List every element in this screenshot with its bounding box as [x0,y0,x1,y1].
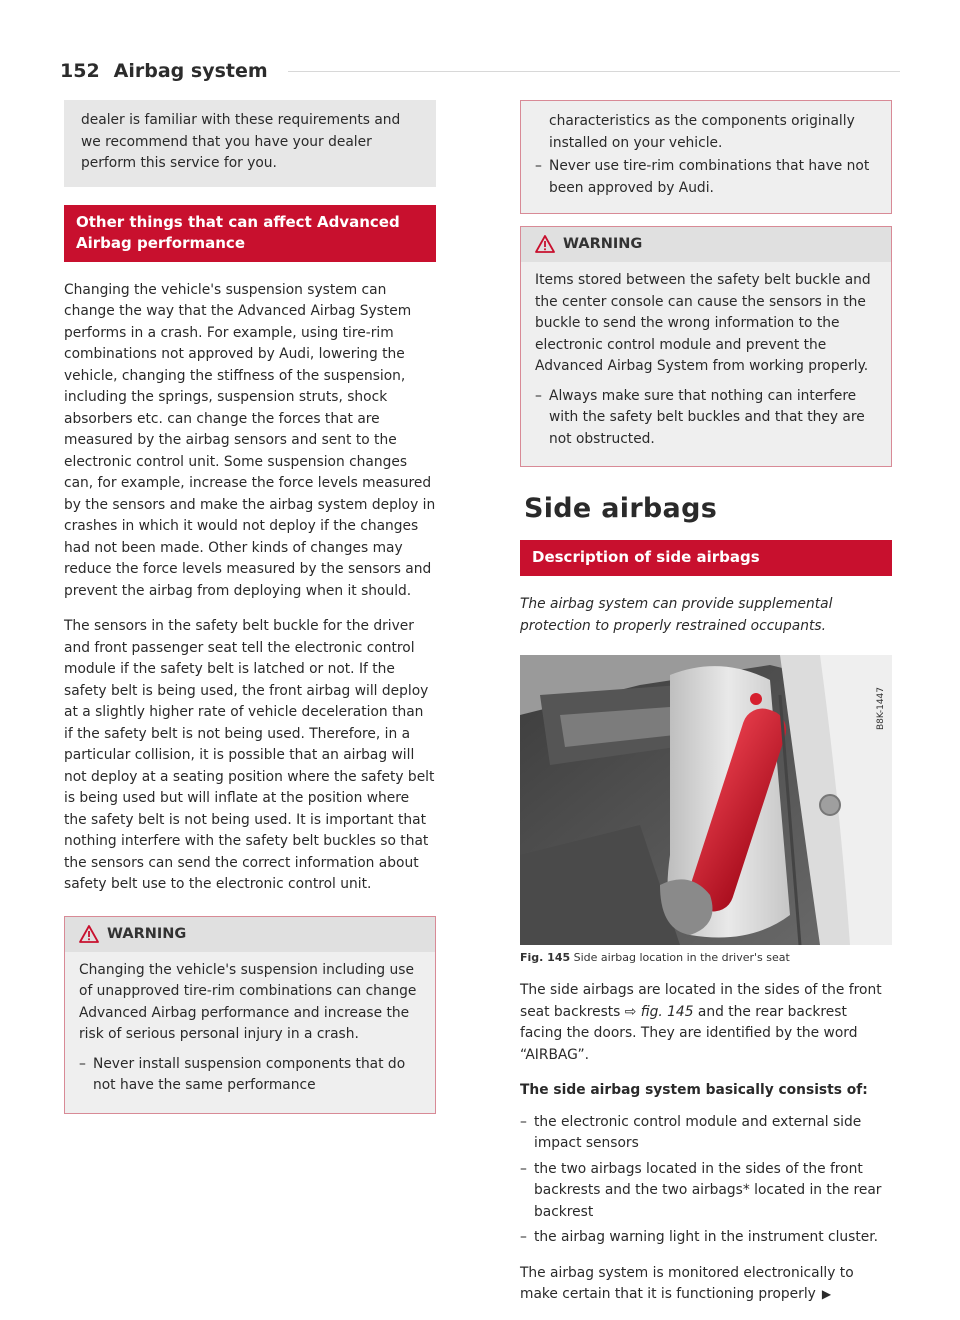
warning-bullet: – Always make sure that nothing can interfere with the safety belt buckles and that they are not obstructed. [535,386,877,451]
intro-italic: The airbag system can provide supplemental protection to properly restrained occupants. [520,596,833,634]
belt-sensor-paragraph: The sensors in the safety belt buckle for the driver and front passenger seat tell the electronic control module if the safety belt is latched or not. If the safety belt is being used, the front airbag will deploy at a slightly higher rate of vehicle deceleration than if the safety belt is not being used. Therefore, in a particular collision, it is possible that an airbag will not deploy at a seating position where the safety belt is being used but will inflate at the position where the safety belt is not being used. It is important that nothing interfere with the safety belt buckles so that the sensors can send the correct information about safety belt use to the electronic control unit. [64,618,435,892]
side-airbag-location-paragraph [520,980,892,1066]
warning-triangle-icon [535,235,555,253]
monitoring-paragraph [520,1263,892,1306]
figure-code: B8K-1447 [876,687,886,731]
list-item: – the electronic control module and external side impact sensors [520,1112,892,1155]
continued-note-text: dealer is familiar with these requirements and we recommend that you have your dealer perform this service for you. [81,112,401,171]
warning-title-text: WARNING [563,236,643,252]
figure-image [520,655,892,945]
left-column [64,100,436,1132]
warning-box-belt-buckle [520,226,892,467]
warning-title [65,917,435,952]
header-rule [288,70,900,72]
warning-body [65,952,435,1113]
heading-side-airbags: Side airbags [524,493,718,524]
warning-bullet: – Never install suspension components that do not have the same performance [79,1054,421,1097]
list-item: – the airbag warning light in the instrument cluster. [520,1227,892,1249]
continued-warning-box [520,100,892,214]
warning-list [535,386,877,451]
warning-triangle-icon [79,925,99,943]
figure-side-airbag [520,655,892,964]
components-list [520,1112,892,1249]
subheading-description-side-airbags: Description of side airbags [520,540,892,576]
right-column [520,100,892,1320]
monitoring-text: The airbag system is monitored electronically to make certain that it is functioning properly [520,1264,854,1302]
continue-arrow-icon: ▶ [821,1287,832,1301]
consists-heading: The side airbag system basically consists of: [520,1082,868,1098]
chapter-title: Airbag system [113,60,268,82]
warning-title-text: WARNING [107,925,187,942]
suspension-paragraph: Changing the vehicle's suspension system can change the way that the Advanced Airbag System performs in a crash. For example, using tire-rim combinations not approved by Audi, lowering the vehicle, changing the stiffness of the suspension, including the springs, suspension struts, shock absorbers etc. can change the forces that are measured by the airbag sensors and sent to the electronic control unit. Some suspension changes can, for example, increase the force levels measured by the sensors and make the airbag system deploy in crashes in which it would not deploy if the changes had not been made. Other kinds of changes may reduce the force levels measured by the sensors and prevent the airbag from deploying when it should. [64,281,436,599]
page-number: 152 [60,60,100,82]
section-heading-advanced-airbag: Other things that can affect Advanced Airbag performance [64,205,436,262]
seat-illustration [520,655,892,945]
warning-title [521,227,891,262]
list-item: – the two airbags located in the sides of the front backrests and the two airbags* located in the rear backrest [520,1159,892,1224]
figure-caption-text: Side airbag location in the driver's seat [573,951,790,964]
warning-body [521,262,891,466]
figure-reference-link[interactable]: ⇨ fig. 145 [624,1003,694,1020]
figure-label: Fig. 145 [520,951,571,964]
continued-warning-text: characteristics as the components originally installed on your vehicle. [549,113,855,151]
location-text-a: The side airbags are located in the sides of the front seat backrests [520,982,882,1020]
continued-warning-bullet: – Never use tire-rim combinations that have not been approved by Audi. [535,156,877,199]
warning-box-suspension [64,916,436,1114]
warning-text: Changing the vehicle's suspension including use of unapproved tire-rim combinations can change Advanced Airbag performance and increase the risk of serious personal injury in a crash. [79,961,417,1042]
page-header [60,60,900,82]
figure-caption [520,945,892,964]
continued-warning-list [535,156,877,199]
warning-list [79,1054,421,1097]
warning-text: Items stored between the safety belt buckle and the center console can cause the sensors in the buckle to send the wrong information to the electronic control module and prevent the Advanced Airbag System from working properly. [535,272,871,374]
location-text-b: and the rear backrest facing the doors. They are identified by the word “AIRBAG”. [520,1003,858,1063]
continued-note-box [64,100,436,187]
